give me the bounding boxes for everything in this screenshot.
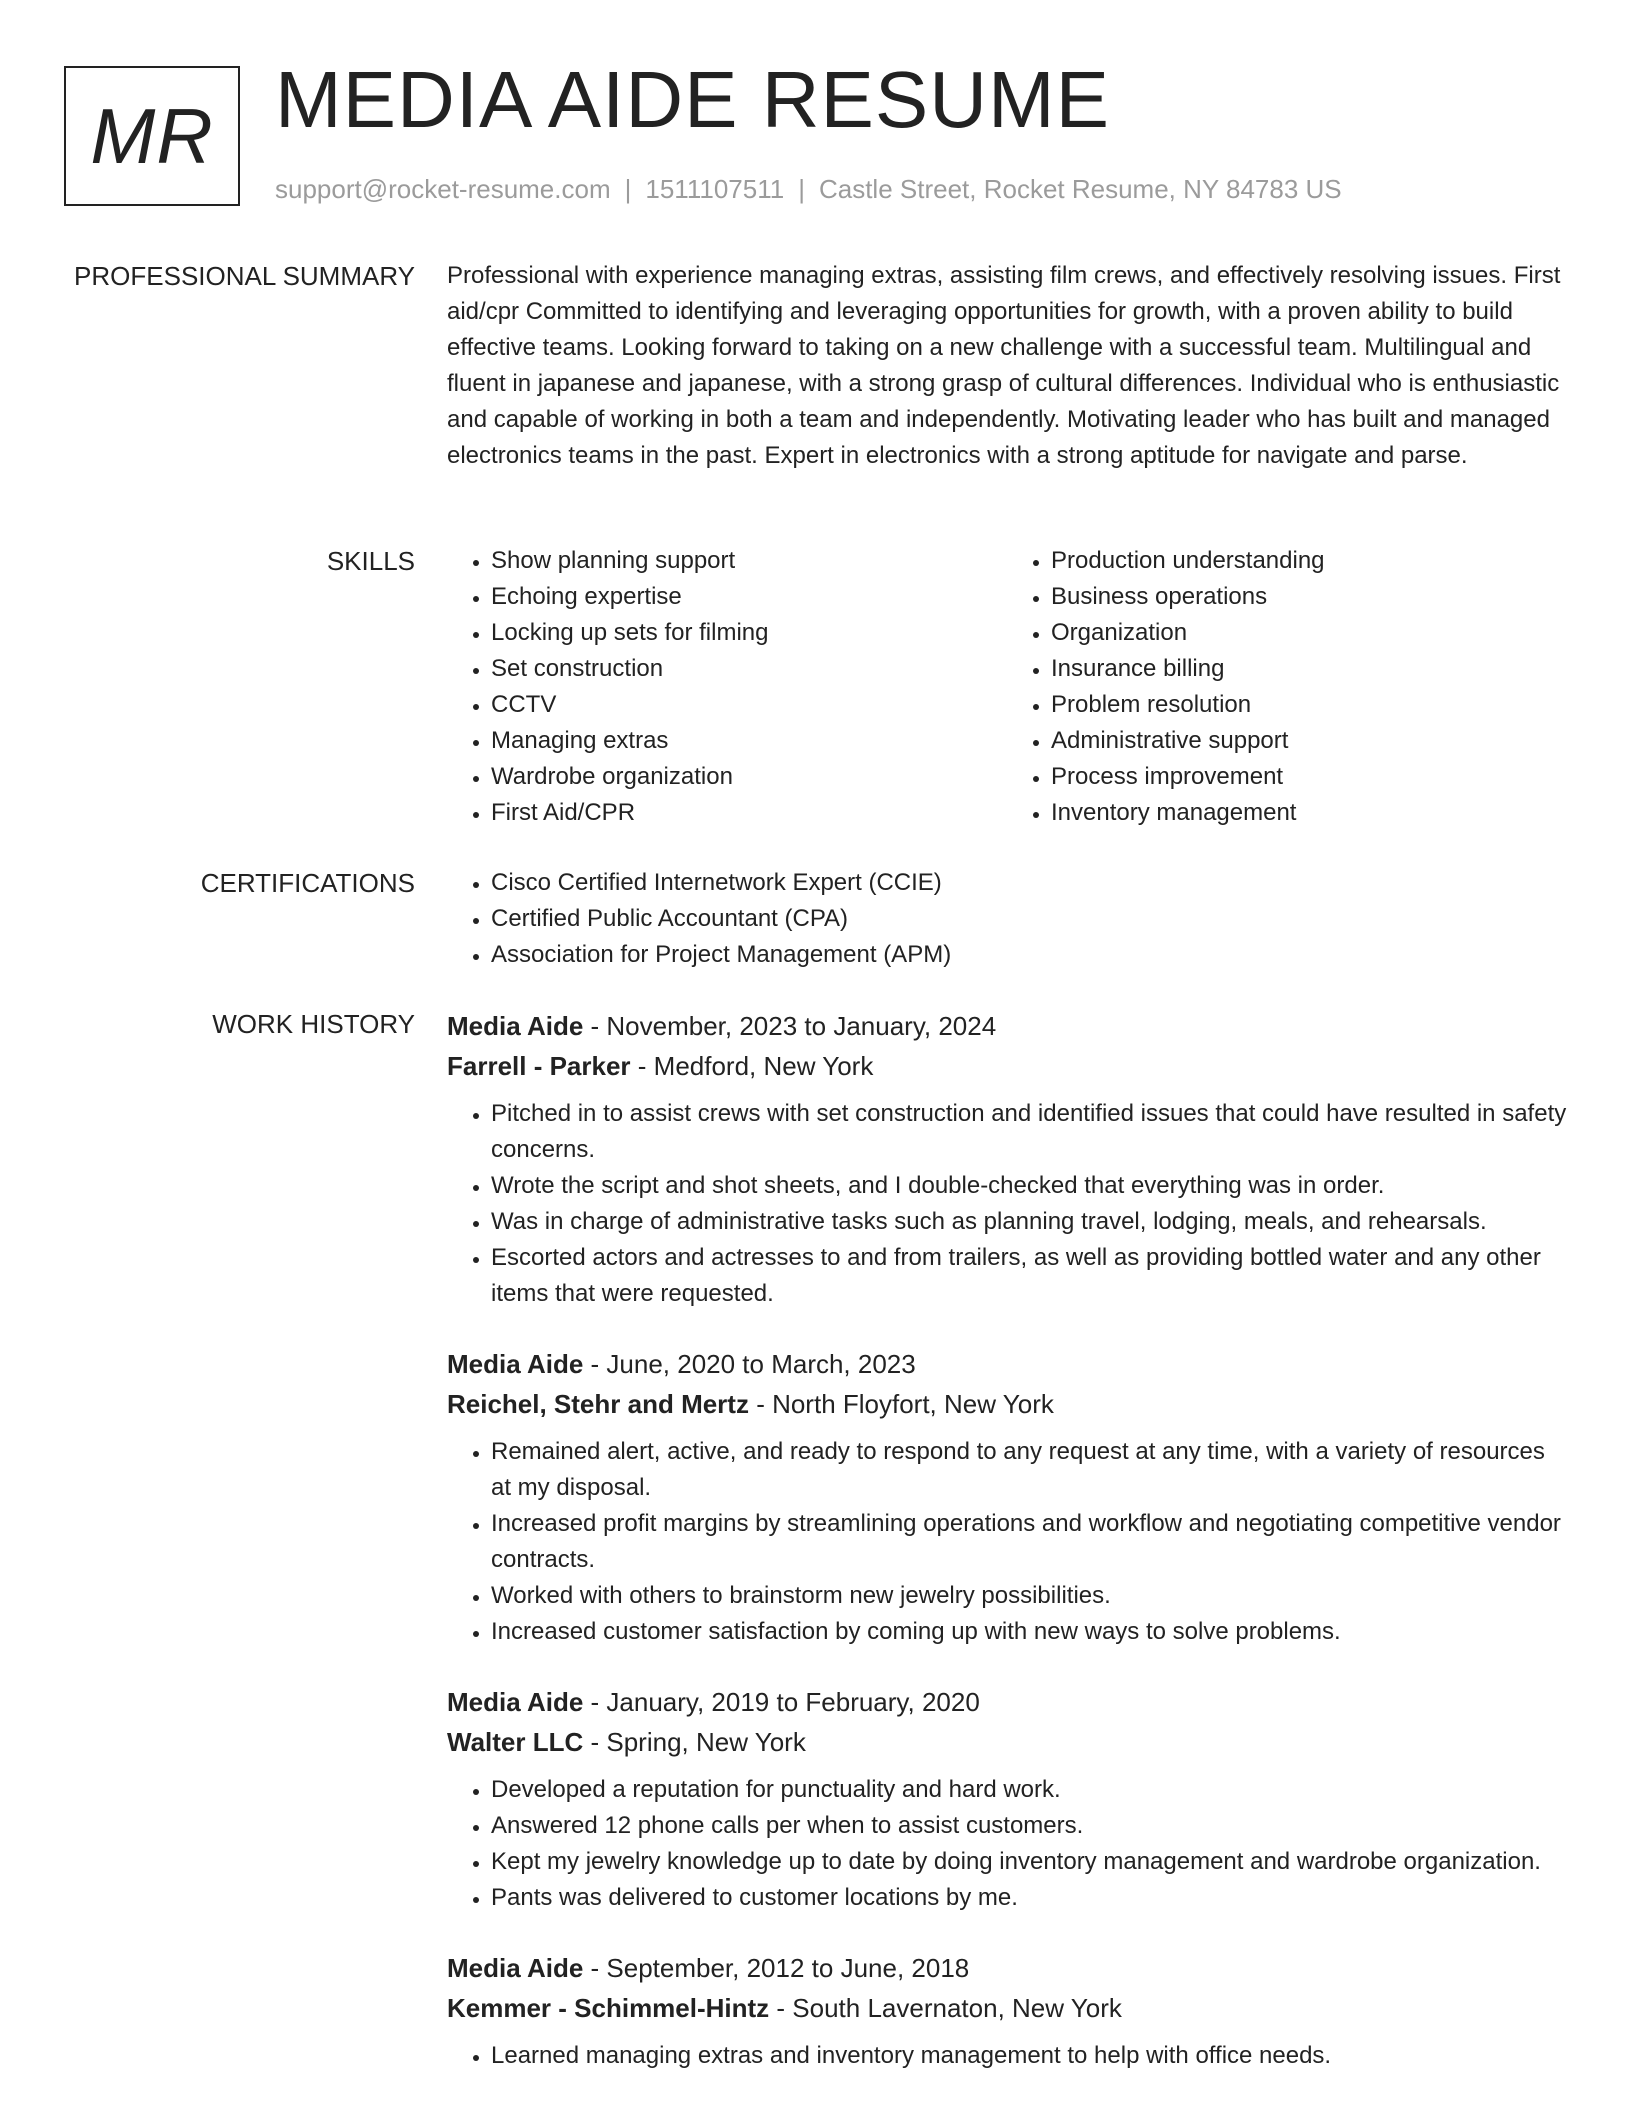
certifications-body <box>447 865 1567 973</box>
work-history-body <box>447 1006 1567 2106</box>
skills-heading: SKILLS <box>326 546 415 576</box>
list-item: • CCTV <box>491 687 1007 723</box>
resume-title: MEDIA AIDE RESUME <box>275 55 1110 144</box>
contact-separator: | <box>624 174 632 204</box>
job-title-line <box>447 1682 1567 1722</box>
list-item: • Association for Project Management (APM) <box>491 937 1567 973</box>
job-location: - Medford, New York <box>630 1051 874 1081</box>
job-company: Reichel, Stehr and Mertz <box>447 1389 749 1419</box>
job-company-line <box>447 1988 1567 2028</box>
list-item: • Wrote the script and shot sheets, and I double-checked that everything was in order. <box>491 1168 1567 1204</box>
list-item: • Worked with others to brainstorm new jewelry possibilities. <box>491 1578 1567 1614</box>
job-title-line <box>447 1948 1567 1988</box>
job-entry <box>447 1344 1567 1650</box>
list-item: • Was in charge of administrative tasks such as planning travel, lodging, meals, and rehearsals. <box>491 1204 1567 1240</box>
job-dates: - June, 2020 to March, 2023 <box>583 1349 916 1379</box>
list-item: • Organization <box>1051 615 1567 651</box>
list-item: • Managing extras <box>491 723 1007 759</box>
list-item: • Wardrobe organization <box>491 759 1007 795</box>
list-item: • Pants was delivered to customer locations by me. <box>491 1880 1567 1916</box>
job-entry <box>447 1682 1567 1916</box>
list-item: • Remained alert, active, and ready to respond to any request at any time, with a variety of resources at my disposal. <box>491 1434 1567 1506</box>
list-item: • Echoing expertise <box>491 579 1007 615</box>
job-company-line <box>447 1384 1567 1424</box>
job-title-line <box>447 1344 1567 1384</box>
list-item: • Insurance billing <box>1051 651 1567 687</box>
job-company-line <box>447 1046 1567 1086</box>
list-item: • Answered 12 phone calls per when to assist customers. <box>491 1808 1567 1844</box>
job-company: Farrell - Parker <box>447 1051 631 1081</box>
summary-heading: PROFESSIONAL SUMMARY <box>74 261 415 291</box>
contact-email[interactable]: support@rocket-resume.com <box>275 174 611 204</box>
job-title: Media Aide <box>447 1011 584 1041</box>
job-location: - North Floyfort, New York <box>748 1389 1054 1419</box>
certifications-list <box>447 865 1567 973</box>
list-item: • Pitched in to assist crews with set construction and identified issues that could have resulted in safety concerns. <box>491 1096 1567 1168</box>
job-title: Media Aide <box>447 1687 584 1717</box>
job-company: Kemmer - Schimmel-Hintz <box>447 1993 770 2023</box>
job-company: Walter LLC <box>447 1727 584 1757</box>
list-item: • First Aid/CPR <box>491 795 1007 831</box>
job-title-line <box>447 1006 1567 1046</box>
job-company-line <box>447 1722 1567 1762</box>
list-item: • Inventory management <box>1051 795 1567 831</box>
contact-phone[interactable]: 1511107511 <box>645 174 785 204</box>
job-location: - South Lavernaton, New York <box>769 1993 1122 2023</box>
monogram-initials: MR <box>90 91 214 180</box>
list-item: • Escorted actors and actresses to and from trailers, as well as providing bottled water and any other items that were requested. <box>491 1240 1567 1312</box>
job-bullets <box>447 1772 1567 1916</box>
list-item: • Developed a reputation for punctuality and hard work. <box>491 1772 1567 1808</box>
list-item: • Show planning support <box>491 543 1007 579</box>
list-item: • Problem resolution <box>1051 687 1567 723</box>
skills-list-left <box>447 543 1007 831</box>
work-history-heading: WORK HISTORY <box>212 1009 415 1039</box>
list-item: • Certified Public Accountant (CPA) <box>491 901 1567 937</box>
job-dates: - November, 2023 to January, 2024 <box>583 1011 997 1041</box>
list-item: • Process improvement <box>1051 759 1567 795</box>
job-entry <box>447 1006 1567 1312</box>
certifications-heading: CERTIFICATIONS <box>200 868 415 898</box>
job-location: - Spring, New York <box>583 1727 806 1757</box>
list-item: • Increased customer satisfaction by coming up with new ways to solve problems. <box>491 1614 1567 1650</box>
job-bullets <box>447 1096 1567 1312</box>
contact-separator: | <box>798 174 805 204</box>
job-dates: - January, 2019 to February, 2020 <box>583 1687 980 1717</box>
job-bullets <box>447 2038 1567 2074</box>
contact-line <box>275 174 1342 205</box>
skills-body <box>447 543 1567 831</box>
job-dates: - September, 2012 to June, 2018 <box>583 1953 970 1983</box>
list-item: • Learned managing extras and inventory management to help with office needs. <box>491 2038 1567 2074</box>
contact-address: Castle Street, Rocket Resume, NY 84783 US <box>818 174 1342 204</box>
list-item: • Business operations <box>1051 579 1567 615</box>
job-title: Media Aide <box>447 1953 584 1983</box>
list-item: • Increased profit margins by streamlining operations and workflow and negotiating competitive vendor contracts. <box>491 1506 1567 1578</box>
job-title: Media Aide <box>447 1349 584 1379</box>
list-item: • Locking up sets for filming <box>491 615 1007 651</box>
list-item: • Production understanding <box>1051 543 1567 579</box>
list-item: • Set construction <box>491 651 1007 687</box>
job-bullets <box>447 1434 1567 1650</box>
job-entry <box>447 1948 1567 2074</box>
monogram-box <box>64 66 240 206</box>
skills-list-right <box>1007 543 1567 831</box>
summary-text: Professional with experience managing extras, assisting film crews, and effectively resolving issues. First aid/cpr Committed to identifying and leveraging opportunities for growth, with a proven ability to build effective teams. Looking forward to taking on a new challenge with a successful team. Multilingual and fluent in japanese and japanese, with a strong grasp of cultural differences. Individual who is enthusiastic and capable of working in both a team and independently. Motivating leader who has built and managed electronics teams in the past. Expert in electronics with a strong aptitude for navigate and parse. <box>447 262 1561 469</box>
list-item: • Kept my jewelry knowledge up to date by doing inventory management and wardrobe organization. <box>491 1844 1567 1880</box>
list-item: • Administrative support <box>1051 723 1567 759</box>
list-item: • Cisco Certified Internetwork Expert (CCIE) <box>491 865 1567 901</box>
